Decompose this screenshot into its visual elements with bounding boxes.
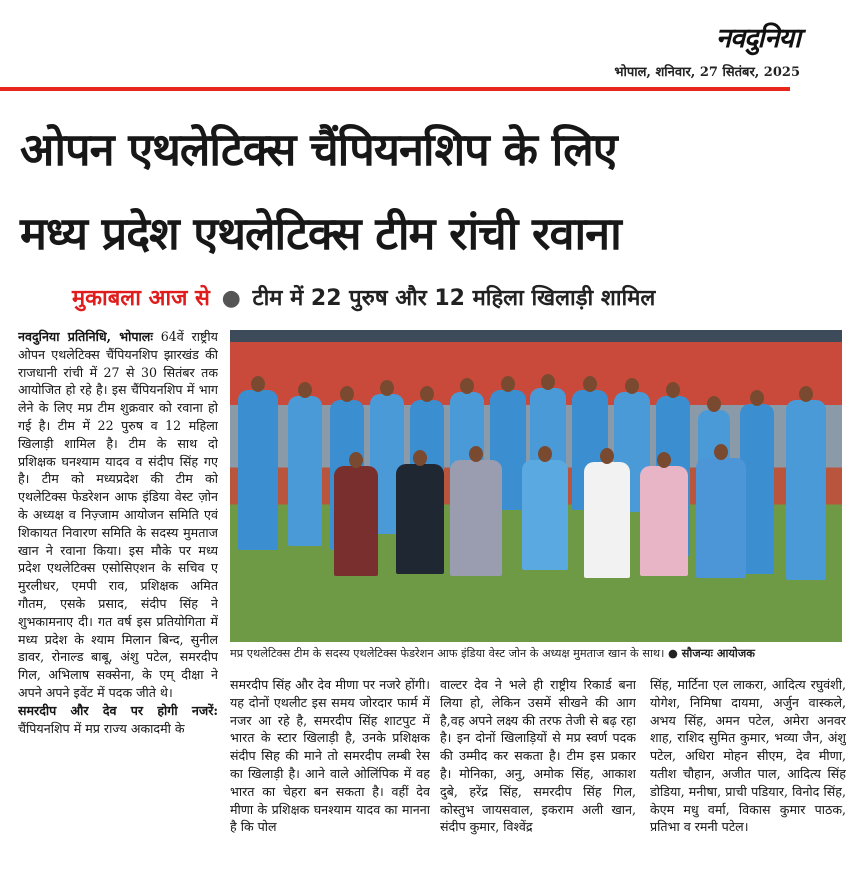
photo-figure — [288, 396, 322, 546]
column-2-body: समरदीप सिंह और देव मीणा पर नजरे होंगी। यह दोनों एथलीट इस समय जोरदार फार्म में नजर आ रहे है, समरदीप सिंह शाटपुट में भारत के स्टार खिलाड़ी है, उनके प्रशिक्षक संदीप सिह की माने तो समरदीप लम्बी रेस का खिलाड़ी है। आने वाले ओलिंपिक में वह भारत का चेहरा बन सकता है। वहीं देव मीणा के प्रशिक्षक घनश्याम यादव का मानना है कि पोल — [230, 677, 430, 835]
byline: नवदुनिया प्रतिनिधि, भोपालः — [18, 329, 153, 344]
headline — [20, 108, 850, 276]
photo-figure — [238, 390, 278, 550]
article-column-4 — [650, 676, 846, 884]
article-column-3 — [440, 676, 636, 884]
stadium-roof — [230, 330, 842, 342]
column-1-subsection — [18, 702, 218, 738]
subheadline — [72, 282, 655, 312]
bullet-dot-icon: ● — [221, 286, 241, 311]
article-column-2 — [230, 676, 430, 884]
photo-figure — [522, 460, 568, 570]
dateline: भोपाल, शनिवार, 27 सितंबर, 2025 — [614, 65, 800, 80]
column-4-body: सिंह, मार्टिना एल लाकरा, आदित्य रघुवंशी, योगेश, निमिषा दायमा, अर्जुन वास्कले, अभय सिंह, अमन पटेल, अमेरा अनवर शाह, राशिद सुमित कुमार, भव्या जैन, अंशु पटेल, अधिरा मोहन सीएम, देव मीणा, यतीश चौहान, अजीत पाल, आदित्य सिंह डोडिया, मनीषा, प्राची पडियार, विनोद सिंह, केएम मधु वर्मा, विकास कुमार पाठक, प्रतिभा व रमनी पटेल। — [650, 677, 846, 835]
photo-figure — [786, 400, 826, 580]
column-1-text — [18, 328, 218, 702]
team-photo — [230, 330, 842, 642]
red-rule-divider — [0, 87, 790, 91]
photo-figure — [640, 466, 688, 576]
column-1-end: चैंपियनशिप में मप्र राज्य अकादमी के — [18, 720, 185, 736]
caption-text: मप्र एथलेटिक्स टीम के सदस्य एथलेटिक्स फेडरेशन आफ इंडिया वेस्ट जोन के अध्यक्ष मुमताज खान के साथ। — [230, 647, 665, 660]
photo-caption — [230, 646, 842, 661]
subhead-kicker: मुकाबला आज से — [72, 286, 210, 311]
photo-figure — [696, 458, 746, 578]
headline-line-1: ओपन एथलेटिक्स चैंपियनशिप के लिए — [20, 123, 617, 176]
photo-figure — [396, 464, 444, 574]
column-3-body: वाल्टर देव ने भले ही राष्ट्रीय रिकार्ड बना लिया हो, लेकिन उसमें सीखने की आग है,वह अपने लक्ष्य की तरफ तेजी से बढ़ रहा है। इन दोनों खिलाड़ियों से मप्र स्वर्ण पदक की उम्मीद कर सकता है। टीम इस प्रकार है। मोनिका, अनु, अमोक सिंह, आकाश दुबे, हरेंद्र सिंह, समरदीप सिंह गिल, कोस्तुभ जायसवाल, इकराम अली खान, संदीप कुमार, विश्वेंद्र — [440, 677, 636, 835]
article-column-1 — [18, 328, 218, 884]
photo-figure — [334, 466, 378, 576]
subsection-heading: समरदीप और देव पर होगी नजरें: — [18, 702, 218, 718]
headline-line-2: मध्य प्रदेश एथलेटिक्स टीम रांची रवाना — [20, 207, 621, 260]
photo-figure — [450, 460, 502, 576]
photo-figure — [584, 462, 630, 578]
subhead-text: टीम में 22 पुरुष और 12 महिला खिलाड़ी शामिल — [252, 286, 656, 311]
column-1-body: 64वें राष्ट्रीय ओपन एथलेटिक्स चैंपियनशिप झारखंड की राजधानी रांची में 27 से 30 सितंबर तक आयोजित हो रहे है। इस चैंपियनशिप में भाग लेने के लिए मप्र टीम शुक्रवार को रवाना हो गई है। टीम में 22 पुरुष व 12 महिला खिलाड़ी शामिल है। टीम के साथ दो प्रशिक्षक घनश्याम यादव व संदीप सिंह गए है। टीम को मध्यप्रदेश की टीम को एथलेटिक्स फेडरेशन आफ इंडिया वेस्ट ज़ोन के अध्यक्ष व निज़्जाम आयोजन समिति एवं शिकायत निवारण समिति के सदस्य मुमताज खान ने रवाना किया। इस मौके पर मध्य प्रदेश एथलेटिक्स एसोसिएशन के सचिव ए मुरलीधर, एमपी राव, प्रशिक्षक अमित गौतम, एसके प्रसाद, संदीप सिंह ने शुभकामनाए दी। गत वर्ष इस प्रतियोगिता में मध्य प्रदेश के श्याम मिलान बिन्द, सुनील डावर, रोनाल्ड बाबू, अंशु पटेल, समरदीप गिल, अभिलाष सक्सेना, के एम् दीक्षा ने अपने अपने इवेंट में पदक जीते थे। — [18, 329, 218, 700]
newspaper-logo: नवदुनिया — [716, 23, 800, 54]
photo-credit: ● सौजन्यः आयोजक — [667, 646, 755, 660]
masthead — [0, 0, 858, 95]
